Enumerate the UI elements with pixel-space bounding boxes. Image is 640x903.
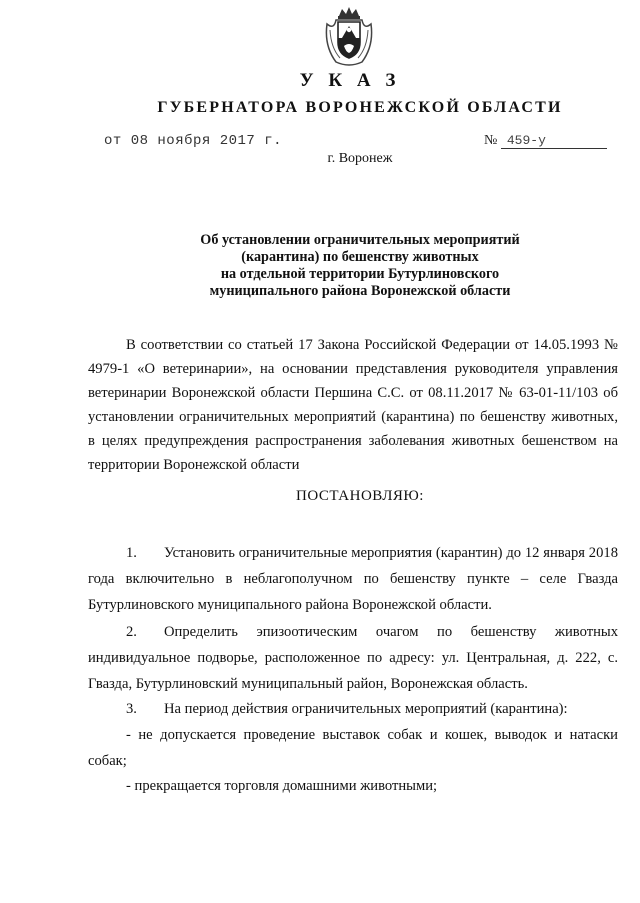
voronezh-coat-of-arms-icon <box>322 6 376 68</box>
item-number: 3. <box>126 701 137 717</box>
decree-word: ПОСТАНОВЛЯЮ: <box>296 488 424 504</box>
decree-subitem: - не допускается проведение выставок собак и кошек, выводок и натаски собак; <box>88 727 618 769</box>
item-text: Установить ограничительные мероприятия (карантин) до 12 января 2018 года включительно в неблагополучном по бешенству пункте – селе Гвазда Бутурлиновского муниципального района Воронежской области. <box>88 545 618 613</box>
preamble-paragraph: В соответствии со статьей 17 Закона Российской Федерации от 14.05.1993 № 4979-1 «О ветеринарии», на основании представления руководителя управления ветеринарии Воронежской области Першина С.С. от 08.11.2017 № 63-01-11/103 об установлении ограничительных мероприятий (карантина) по бешенству животных, в целях предупреждения распространения заболевания животных бешенством на территории Воронежской области <box>88 337 618 473</box>
item-text: Определить эпизоотическим очагом по бешенству животных индивидуальное подворье, расположенное по адресу: ул. Центральная, д. 222, с. Гвазда, Бутурлиновский муниципальный район, Воронежская область. <box>88 624 618 692</box>
decree-date: от 08 ноября 2017 г. <box>104 133 283 149</box>
document-title-line: на отдельной территории Бутурлиновского <box>220 266 500 282</box>
decree-title: У К А З <box>299 70 401 91</box>
document-title-line: Об установлении ограничительных мероприятий <box>200 232 520 248</box>
decree-item <box>88 619 618 697</box>
number-value: 459-у <box>501 133 607 149</box>
document-title <box>0 232 640 300</box>
decree-subtitle: ГУБЕРНАТОРА ВОРОНЕЖСКОЙ ОБЛАСТИ <box>157 99 563 116</box>
item-text: На период действия ограничительных мероприятий (карантина): <box>164 701 568 717</box>
item-number: 2. <box>126 624 137 640</box>
document-title-line: (карантина) по бешенству животных <box>241 249 479 265</box>
decree-number <box>484 133 607 149</box>
decree-item <box>88 696 618 722</box>
number-label: № <box>484 133 498 148</box>
decree-item <box>88 540 618 618</box>
document-title-line: муниципального района Воронежской области <box>209 283 511 299</box>
decree-subitem: - прекращается торговля домашними животными; <box>126 778 438 794</box>
item-number: 1. <box>126 545 137 561</box>
city-name: г. Воронеж <box>327 151 393 166</box>
